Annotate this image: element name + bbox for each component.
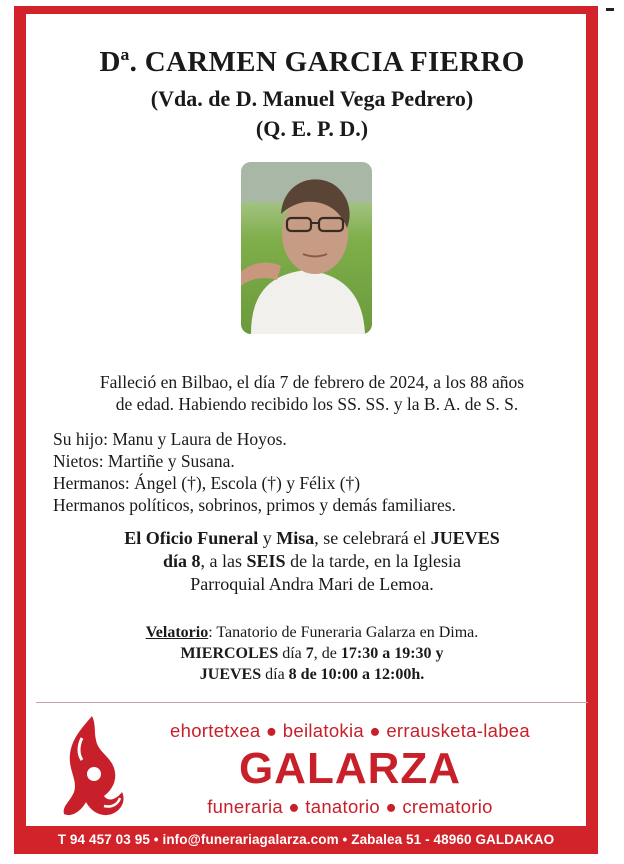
funeral-label: El Oficio Funeral [124,528,259,548]
funeral-info [0,527,624,596]
grandchildren-line: Nietos: Martiñe y Susana. [53,451,235,471]
rip-line: (Q. E. P. D.) [255,116,369,141]
funeral-line-1 [0,527,624,550]
death-line-1: Falleció en Bilbao, el día 7 de febrero de 2024, a los 88 años [99,372,525,392]
wake-date1: 7 [305,645,314,662]
funeral-line-3: Parroquial Andra Mari de Lemoa. [190,574,434,594]
relatives-line: Hermanos políticos, sobrinos, primos y demás familiares. [53,495,456,515]
funeral-and: y [258,528,277,548]
corner-mark [606,8,614,11]
wake-label: Velatorio [145,624,209,641]
funeral-afternoon: de la tarde, en la Iglesia [285,551,461,571]
portrait-photo [241,162,372,334]
mass-label: Misa [276,528,315,548]
funeral-hour: SEIS [246,551,286,571]
contact-footer: T 94 457 03 95 • info@funerariagalarza.com • Zabalea 51 - 48960 GALDAKAO [14,826,598,854]
funeral-weekday: JUEVES [430,528,500,548]
funeral-day: día 8 [163,551,201,571]
wake-line-2 [0,643,624,664]
wake-line-3 [0,664,624,685]
wake-day2: JUEVES [199,666,262,683]
brand-name: GALARZA [238,744,462,793]
wake-place: : Tanatorio de Funeraria Galarza en Dima. [208,624,479,641]
funeral-celebrate: , se celebrará el [314,528,431,548]
wake-dia2: día [261,666,289,683]
funeral-at: , a las [200,551,247,571]
wake-hours1: 17:30 a 19:30 y [340,645,444,662]
siblings-line: Hermanos: Ángel (†), Escola (†) y Félix (†) [53,473,361,493]
wake-dia1: día [278,645,306,662]
wake-line-1 [0,622,624,643]
wake-info [0,622,624,685]
deceased-name: Dª. CARMEN GARCIA FIERRO [99,46,525,78]
death-notice [0,371,624,415]
services-basque: ehortetxea ● beilatokia ● errausketa-labea [170,720,530,741]
wake-day1: MIERCOLES [180,645,279,662]
funeral-line-2 [0,550,624,573]
death-line-2: de edad. Habiendo recibido los SS. SS. y la B. A. de S. S. [115,394,519,414]
wake-hours2: 8 de 10:00 a 12:00h. [288,666,425,683]
son-line: Su hijo: Manu y Laura de Hoyos. [53,429,287,449]
wake-de1: , de [313,645,341,662]
galarza-flame-logo-icon [52,710,136,820]
services-spanish: funeraria ● tanatorio ● crematorio [207,796,493,817]
widow-line: (Vda. de D. Manuel Vega Pedrero) [150,86,474,111]
divider-line [36,702,588,703]
family-list [53,428,456,516]
